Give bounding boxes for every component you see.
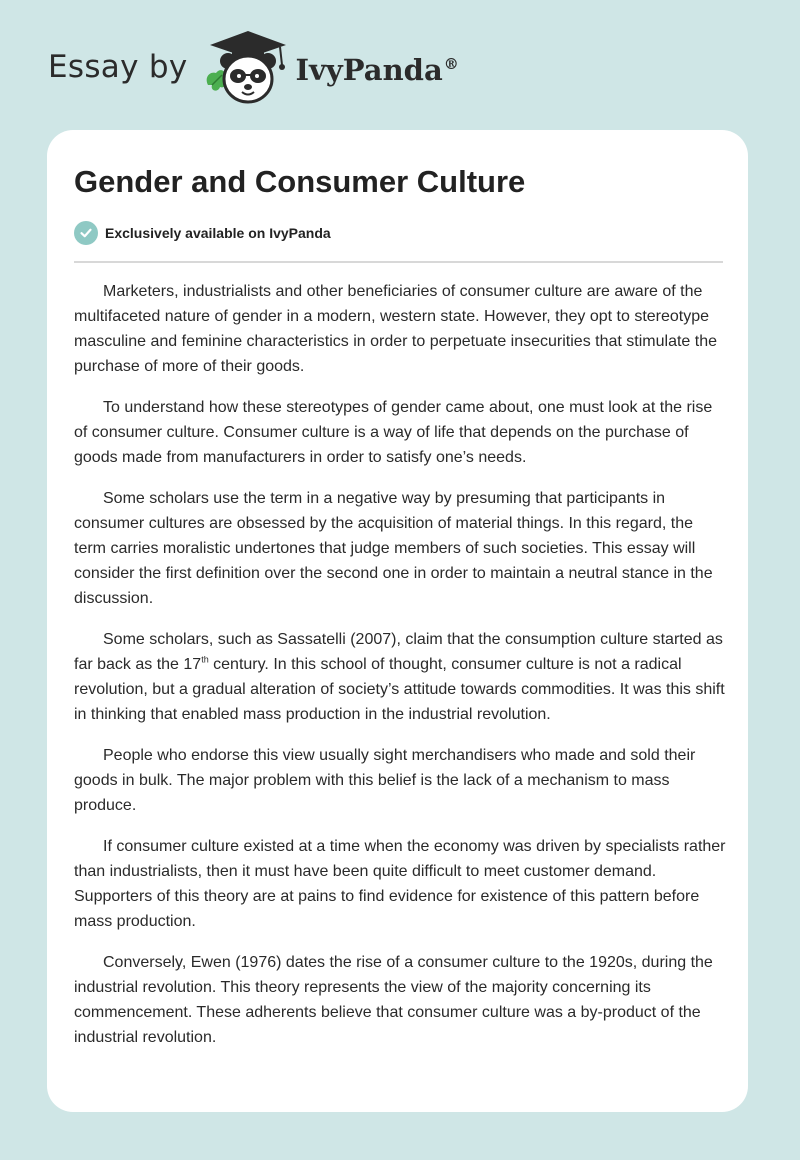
essay-card bbox=[47, 130, 748, 1112]
paragraph-2: To understand how these stereotypes of gender came about, one must look at the rise of consumer culture. Consumer culture is a way of life that depends on the purchase of goods made from manufacturers in order to satisfy one’s needs. bbox=[74, 399, 713, 466]
registered-mark: ® bbox=[443, 55, 459, 74]
paragraph-4 bbox=[74, 627, 726, 727]
essay-by-label: Essay by bbox=[48, 49, 188, 85]
paragraph-3: Some scholars use the term in a negative way by presuming that participants in consumer cultures are obsessed by the acquisition of material things. In this regard, the term carries moralistic undertones that judge members of such societies. This essay will consider the first definition over the second one in order to maintain a neutral stance in the discussion. bbox=[74, 490, 713, 607]
ordinal-suffix: th bbox=[201, 654, 209, 665]
panda-logo-icon[interactable] bbox=[202, 27, 294, 109]
brand-name[interactable]: IvyPanda® bbox=[295, 53, 459, 87]
badge-text: Exclusively available on IvyPanda bbox=[105, 225, 331, 241]
exclusive-badge bbox=[74, 221, 331, 245]
paragraph-7: Conversely, Ewen (1976) dates the rise of a consumer culture to the 1920s, during the industrial revolution. This theory represents the view of the majority concerning its commencement. These adherents believe that consumer culture was a by-product of the industrial revolution. bbox=[74, 954, 713, 1046]
essay-body bbox=[74, 279, 726, 1066]
paragraph-4-before: Some scholars, such as Sassatelli (2007), claim that the consumption culture started as far back as the 17 bbox=[74, 631, 723, 673]
paragraph-4-after: century. In this school of thought, consumer culture is not a radical revolution, but a gradual alteration of society’s attitude towards commodities. It was this shift in thinking that enabled mass production in the industrial revolution. bbox=[74, 656, 725, 723]
paragraph-5: People who endorse this view usually sight merchandisers who made and sold their goods in bulk. The major problem with this belief is the lack of a mechanism to mass produce. bbox=[74, 747, 696, 814]
paragraph-6: If consumer culture existed at a time when the economy was driven by specialists rather than industrialists, then it must have been quite difficult to meet customer demand. Supporters of this theory are at pains to find evidence for existence of this pattern before mass production. bbox=[74, 838, 726, 930]
page-title: Gender and Consumer Culture bbox=[74, 164, 526, 199]
check-icon bbox=[74, 221, 98, 245]
divider bbox=[74, 261, 723, 263]
paragraph-1: Marketers, industrialists and other beneficiaries of consumer culture are aware of the multifaceted nature of gender in a modern, western state. However, they opt to stereotype masculine and feminine characteristics in order to perpetuate insecurities that stimulate the purchase of more of their goods. bbox=[74, 283, 717, 375]
site-header bbox=[48, 30, 508, 110]
